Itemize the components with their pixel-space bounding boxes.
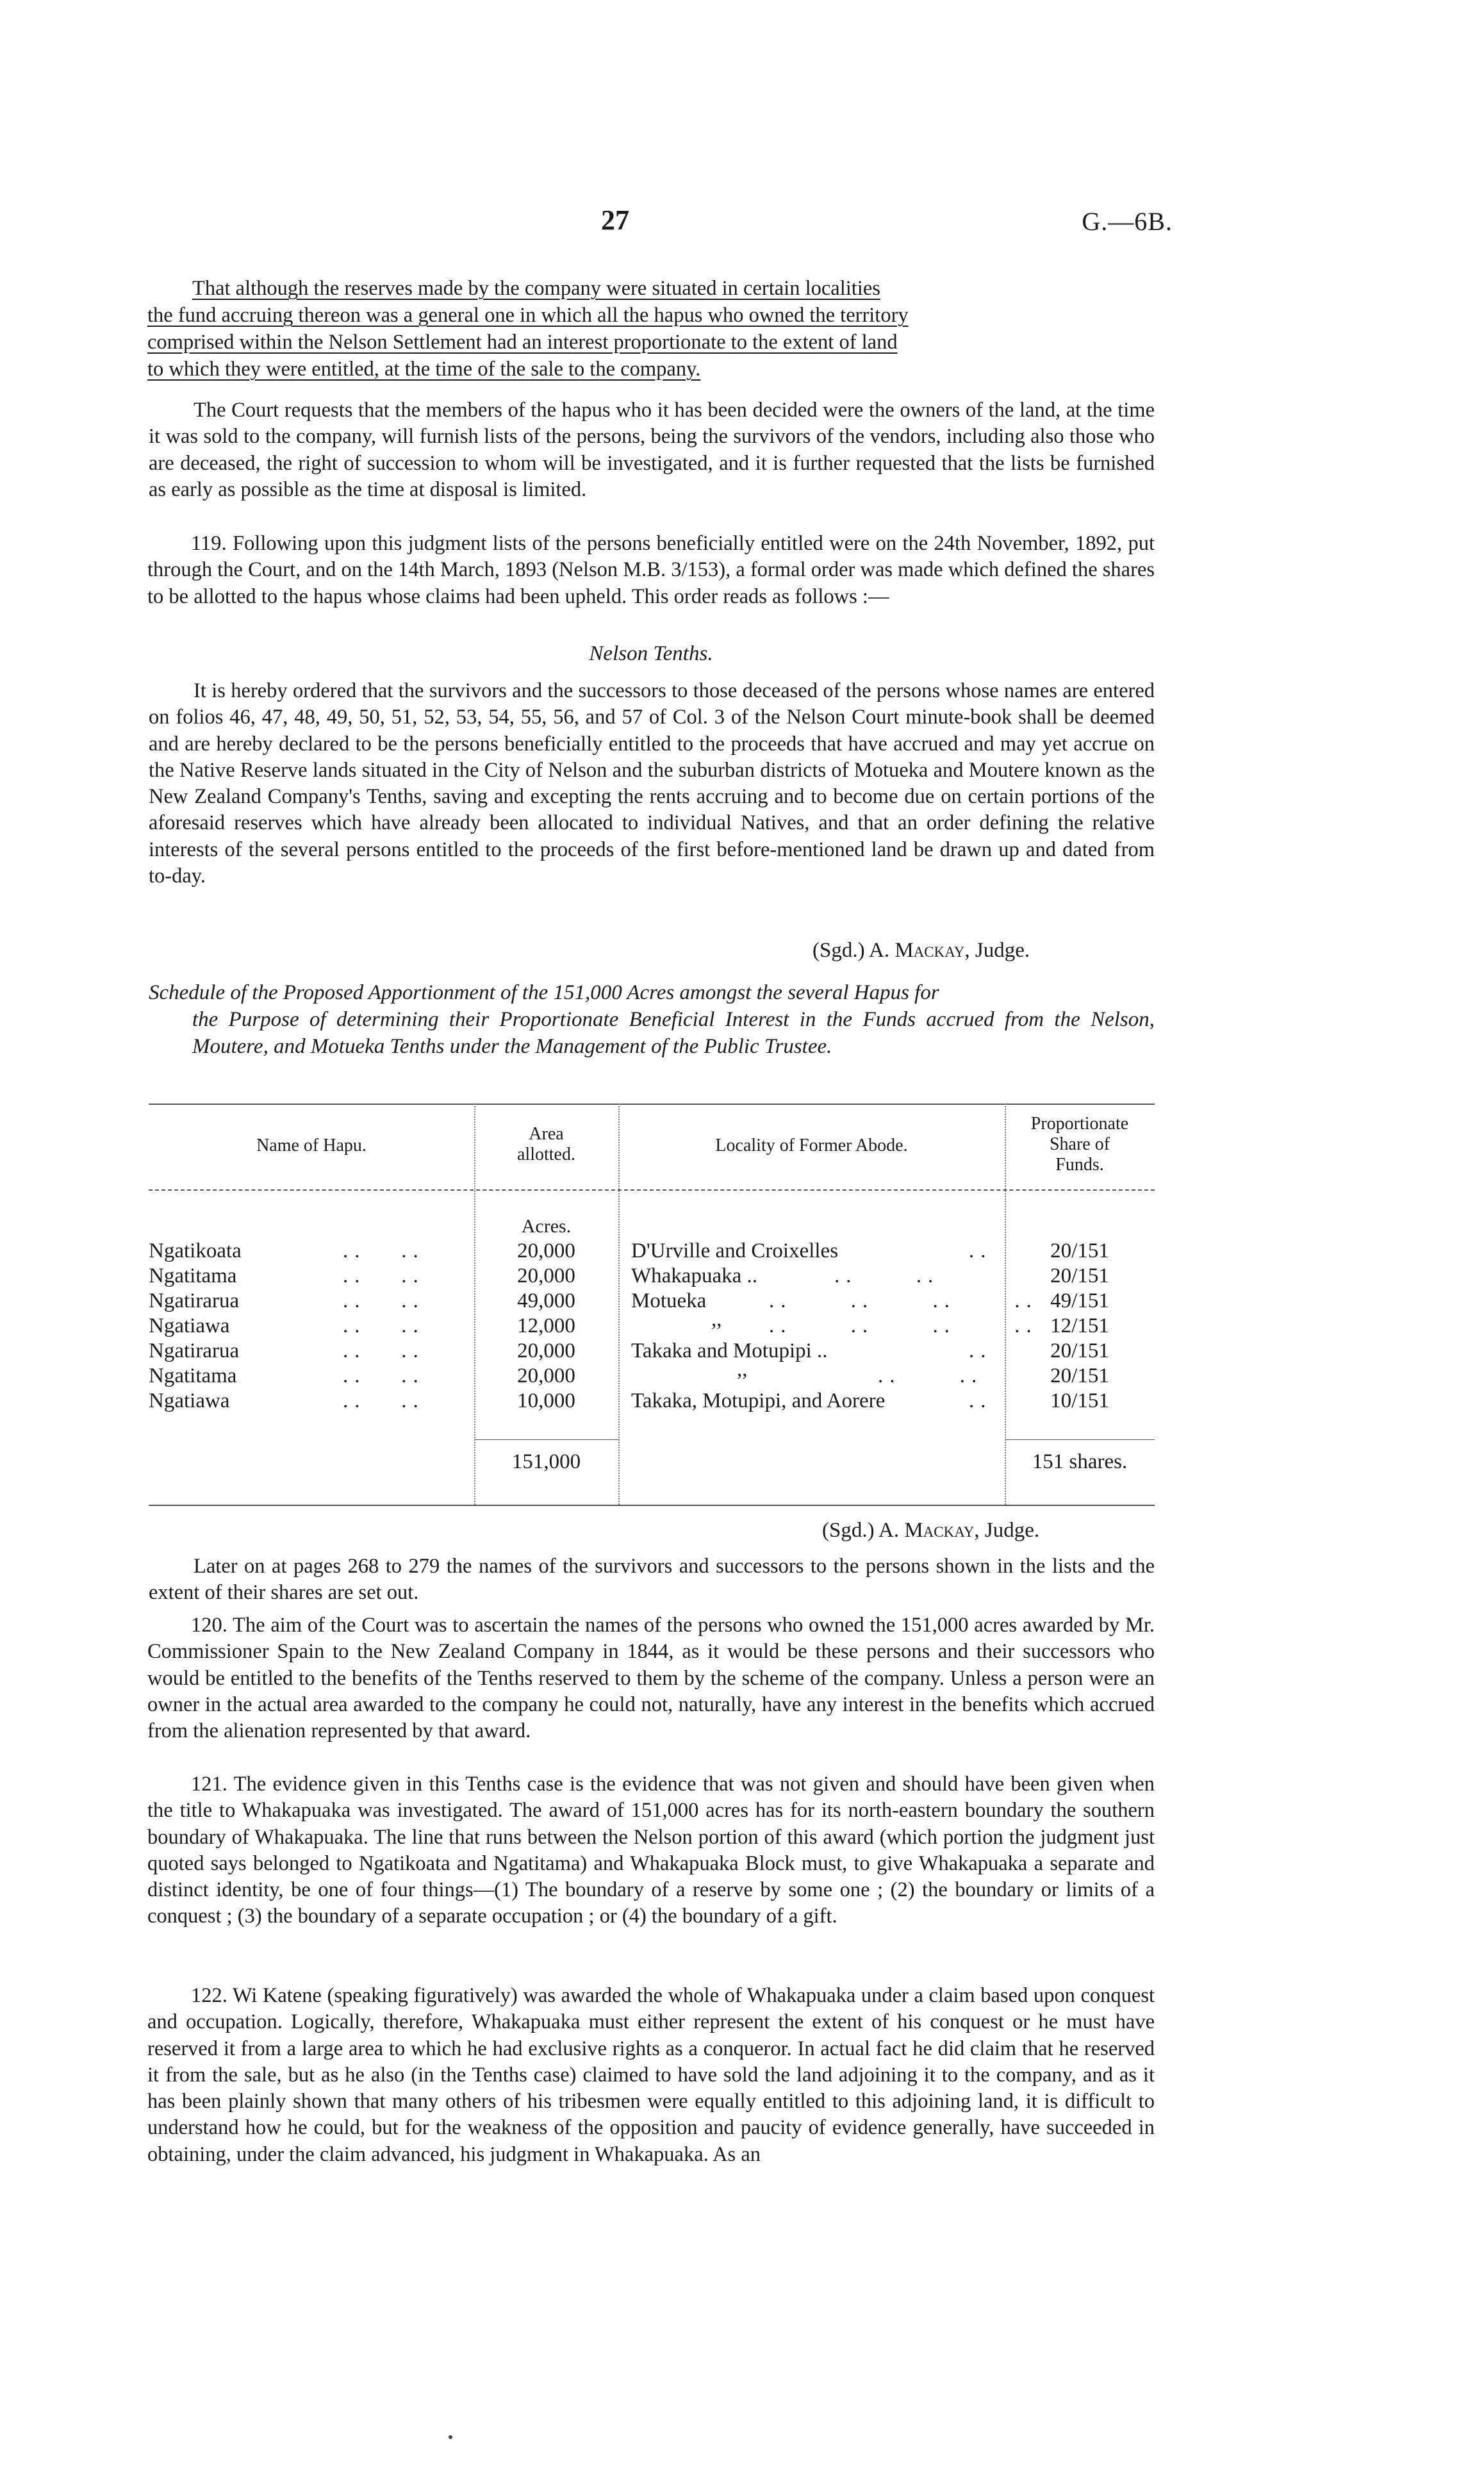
page-speck	[449, 2435, 452, 2439]
locality: Takaka, Motupipi, and Aorere	[631, 1389, 886, 1412]
leader-dots: .. ..	[343, 1364, 425, 1387]
quote-line-2: the fund accruing thereon was a general one in which all the hapus who owned the territory	[147, 304, 909, 327]
locality-ditto-mark: ,,	[711, 1308, 722, 1331]
table-bottom-rule	[149, 1505, 1155, 1506]
locality: Motueka	[631, 1289, 707, 1312]
area-total: 151,000	[511, 1450, 581, 1473]
column-header-area: Area allotted.	[517, 1124, 575, 1164]
paragraph-120: 120. The aim of the Court was to ascertain the names of the persons who owned the 151,000 acres awarded by Mr. Commissioner Spain to the New Zealand Company in 1844, as it would be these persons and their successors who would be entitled to the benefits of the Tenths reserved to them by the scheme of the company. Unless a person were an owner in the actual area awarded to the company he could not, naturally, have any interest in the benefits which accrued from the alienation represented by that award.	[147, 1614, 1155, 1743]
area-value: 10,000	[517, 1389, 575, 1412]
share-value: 49/151	[1050, 1289, 1109, 1312]
leader-dots: .. ..	[343, 1264, 425, 1287]
hapu-name: Ngatirarua	[149, 1339, 240, 1362]
quote-line-3: comprised within the Nelson Settlement had an interest proportionate to the extent of land	[147, 331, 898, 354]
area-value: 49,000	[517, 1289, 575, 1312]
share-value: 20/151	[1050, 1264, 1109, 1287]
area-value: 12,000	[517, 1314, 575, 1337]
column-header-locality: Locality of Former Abode.	[715, 1136, 908, 1155]
share-total: 151 shares.	[1032, 1450, 1128, 1473]
locality: Takaka and Motupipi ..	[631, 1339, 828, 1362]
schedule-signature: (Sgd.) A. Mackay, Judge.	[822, 1519, 1040, 1542]
leader-dots: ..	[969, 1339, 993, 1362]
quote-line-1: That although the reserves made by the company were situated in certain localities	[192, 277, 880, 300]
hapu-name: Ngatikoata	[149, 1239, 242, 1262]
order-text: It is hereby ordered that the survivors and the successors to those deceased of the persons whose names are entered on folios 46, 47, 48, 49, 50, 51, 52, 53, 54, 55, 56, and 57 of Col. 3 of the Nelson Court minute-book shall be deemed and are hereby declared to be the persons beneficially entitled to the proceeds that have accrued and may yet accrue on the Native Reserve lands situated in the City of Nelson and the suburban districts of Motueka and Moutere known as the New Zealand Company's Tenths, saving and excepting the rents accruing and to become due on certain portions of the aforesaid reserves which have already been allocated to individual Natives, and that an order defining the relative interests of the several persons entitled to the proceeds of the first before-mentioned land be drawn up and dated from to-day.	[149, 679, 1155, 888]
area-units: Acres.	[521, 1216, 572, 1237]
table-header-rule	[149, 1189, 1155, 1191]
hapu-name: Ngatitama	[149, 1364, 237, 1387]
court-request-paragraph: The Court requests that the members of the hapus who it has been decided were the owners of the land, at the time it was sold to the company, will furnish lists of the persons, being the survivors of the vendors, including also those who are deceased, the right of succession to whom will be investigated, and it is further requested that the lists be furnished as early as possible as the time at disposal is limited.	[149, 399, 1155, 501]
schedule-caption: Schedule of the Proposed Apportionment of the 151,000 Acres amongst the several Hapus for the Purpose of determining their Proportionate Beneficial Interest in the Funds accrued from the Nelson, Moutere, and Motueka Tenths under the Management of the Public Trustee.	[149, 981, 1155, 1058]
hapu-name: Ngatiawa	[149, 1314, 230, 1337]
area-value: 20,000	[517, 1264, 575, 1287]
locality: Whakapuaka ..	[631, 1264, 757, 1287]
leader-dots: .. .. .. ..	[769, 1289, 1038, 1312]
leader-dots: ..	[969, 1389, 993, 1412]
area-total-rule	[474, 1439, 618, 1440]
table-top-rule	[149, 1104, 1155, 1105]
paragraph-121: 121. The evidence given in this Tenths case is the evidence that was not given and should have been given when the title to Whakapuaka was investigated. The award of 151,000 acres has for its north-eastern boundary the southern boundary of Whakapuaka. The line that runs between the Nelson portion of this award (which portion the judgment just quoted says belonged to Ngatikoata and Ngatitama) and Whakapuaka Block must, to give Whakapuaka a separate and distinct identity, be one of four things—(1) The boundary of a reserve by some one ; (2) the boundary or limits of a conquest ; (3) the boundary of a separate occupation ; or (4) the boundary of a gift.	[147, 1773, 1155, 1928]
leader-dots: .. ..	[343, 1239, 425, 1262]
share-value: 20/151	[1050, 1364, 1109, 1387]
column-header-name: Name of Hapu.	[256, 1136, 367, 1155]
hapu-name: Ngatiawa	[149, 1389, 230, 1412]
share-value: 20/151	[1050, 1239, 1109, 1262]
hapu-name: Ngatitama	[149, 1264, 237, 1287]
leader-dots: .. ..	[878, 1364, 984, 1387]
locality-ditto-mark: ,,	[737, 1358, 748, 1381]
share-total-rule	[1005, 1439, 1155, 1440]
locality: D'Urville and Croixelles	[631, 1239, 839, 1262]
share-value: 12/151	[1050, 1314, 1109, 1337]
share-value: 20/151	[1050, 1339, 1109, 1362]
page-number: 27	[601, 204, 629, 236]
area-value: 20,000	[517, 1239, 575, 1262]
quote-line-4: to which they were entitled, at the time of the sale to the company.	[147, 358, 701, 381]
document-reference: G.—6B.	[1082, 207, 1173, 236]
column-divider-2	[618, 1104, 620, 1505]
hapu-name: Ngatirarua	[149, 1289, 240, 1312]
order-signature: (Sgd.) A. Mackay, Judge.	[812, 939, 1030, 962]
area-value: 20,000	[517, 1339, 575, 1362]
leader-dots: .. ..	[343, 1389, 425, 1412]
leader-dots: .. ..	[343, 1339, 425, 1362]
leader-dots: .. ..	[343, 1314, 425, 1337]
later-pages-paragraph: Later on at pages 268 to 279 the names of the survivors and successors to the persons shown in the lists and the extent of their shares are set out.	[149, 1555, 1155, 1605]
leader-dots: .. ..	[834, 1264, 940, 1287]
paragraph-119: 119. Following upon this judgment lists of the persons beneficially entitled were on the 24th November, 1892, put through the Court, and on the 14th March, 1893 (Nelson M.B. 3/153), a formal order was made which defined the shares to be allotted to the hapus whose claims had been upheld. This order reads as follows :—	[147, 532, 1155, 608]
area-value: 20,000	[517, 1364, 575, 1387]
share-value: 10/151	[1050, 1389, 1109, 1412]
order-heading: Nelson Tenths.	[589, 642, 713, 665]
paragraph-122: 122. Wi Katene (speaking figuratively) was awarded the whole of Whakapuaka under a claim based upon conquest and occupation. Logically, therefore, Whakapuaka must either represent the extent of his conquest or he must have reserved it from a large area to which he had exclusive rights as a conqueror. In actual fact he did claim that he reserved it from the sale, but as he also (in the Tenths case) claimed to have sold the land adjoining it to the company, and as it has been plainly shown that many others of his tribesmen were equally entitled to this adjoining land, it is difficult to understand how he could, but for the weakness of the opposition and paucity of evidence generally, have succeeded in obtaining, under the claim advanced, his judgment in Whakapuaka. As an	[147, 1984, 1155, 2166]
leader-dots: .. .. .. ..	[769, 1314, 1038, 1337]
column-header-share: Proportionate Share of Funds.	[1030, 1114, 1129, 1175]
leader-dots: ..	[969, 1239, 993, 1262]
leader-dots: .. ..	[343, 1289, 425, 1312]
